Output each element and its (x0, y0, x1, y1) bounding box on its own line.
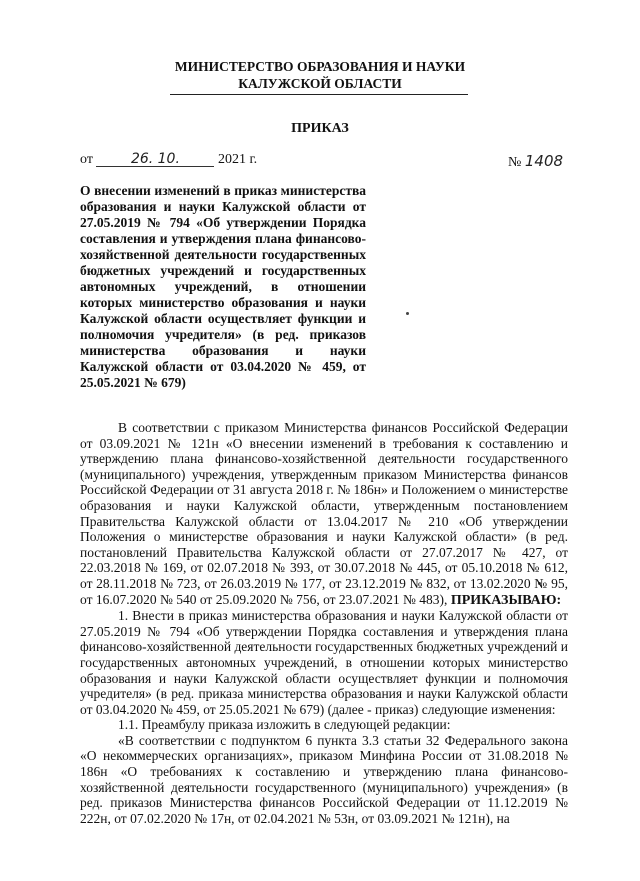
handwritten-date: 26. 10. (96, 152, 214, 167)
date-year: 2021 г. (217, 152, 258, 167)
ministry-header (170, 58, 470, 92)
item-1-1-paragraph: 1.1. Преамбулу приказа изложить в следующей редакции: (118, 717, 451, 733)
preamble-text: В соответствии с приказом Министерства финансов Российской Федерации от 03.09.2021 № 121н «О внесении изменений в требования к составлению и утверждению плана финансово-хозяйственной деятельности государственного (муниципального) учреждения, утвержденным приказом Министерства финансов Российской Федерации от 31 августа 2018 г. № 186н» и Положением о министерстве образования и науки Калужской области, утвержденным постановлением Правительства Калужской области от 13.04.2017 № 210 «Об утверждении Положения о министерстве образования и науки Калужской области» (в ред. постановлений Правительства Калужской области от 27.07.2017 № 427, от 22.03.2018 № 169, от 02.07.2018 № 393, от 30.07.2018 № 445, от 05.10.2018 № 612, от 28.11.2018 № 723, от 26.03.2019 № 177, от 23.12.2019 № 832, от 13.02.2020 № 95, от 16.07.2020 № 540 от 25.09.2020 № 756, от 23.07.2021 № 483), (80, 420, 568, 607)
item-1-paragraph: 1. Внести в приказ министерства образования и науки Калужской области от 27.05.2019 № 794 «Об утверждении Порядка составления и утверждения плана финансово-хозяйственной деятельности государственных бюджетных учреждений и государственных автономных учреждений, в отношении которых министерство образования и науки Калужской области осуществляет функции и полномочия учредителя» (в ред. приказа министерства образования и науки Калужской области от 03.04.2020 № 459, от 25.05.2021 № 679) (далее - приказ) следующие изменения: (80, 608, 568, 717)
order-directive: ПРИКАЗЫВАЮ: (450, 592, 562, 608)
order-body (80, 420, 568, 826)
ministry-name-line2: КАЛУЖСКОЙ ОБЛАСТИ (238, 76, 402, 91)
order-date-line (80, 152, 257, 168)
order-number-line (508, 152, 581, 171)
preamble-paragraph (80, 420, 568, 608)
order-subject: О внесении изменений в приказ министерства образования и науки Калужской области от 27.05.2019 № 794 «Об утверждении Порядка составления и утверждения плана финансово-хозяйственной деятельности государственных бюджетных учреждений и государственных автономных учреждений, в отношении которых министерство образования и науки Калужской области осуществляет функции и полномочия учредителя» (в ред. приказов министерства образования и науки Калужской области от 03.04.2020 № 459, от 25.05.2021 № 679) (80, 183, 366, 390)
handwritten-number: 1408 (524, 152, 564, 170)
scan-speck (406, 312, 409, 315)
date-prefix: от (80, 152, 93, 167)
quoted-preamble-paragraph: «В соответствии с подпунктом 6 пункта 3.3 статьи 32 Федерального закона «О некоммерческих организациях», приказом Минфина России от 31.08.2018 № 186н «О требованиях к составлению и утверждению плана финансово-хозяйственной деятельности государственного (муниципального) учреждения» (в ред. приказов Министерства финансов Российской Федерации от 11.12.2019 № 222н, от 07.02.2020 № 17н, от 02.04.2021 № 53н, от 03.09.2021 № 121н), на (80, 732, 568, 826)
document-type-title: ПРИКАЗ (291, 121, 349, 136)
number-prefix: № (508, 155, 522, 170)
ministry-name-line1: МИНИСТЕРСТВО ОБРАЗОВАНИЯ И НАУКИ (174, 59, 466, 74)
header-rule (170, 94, 468, 95)
